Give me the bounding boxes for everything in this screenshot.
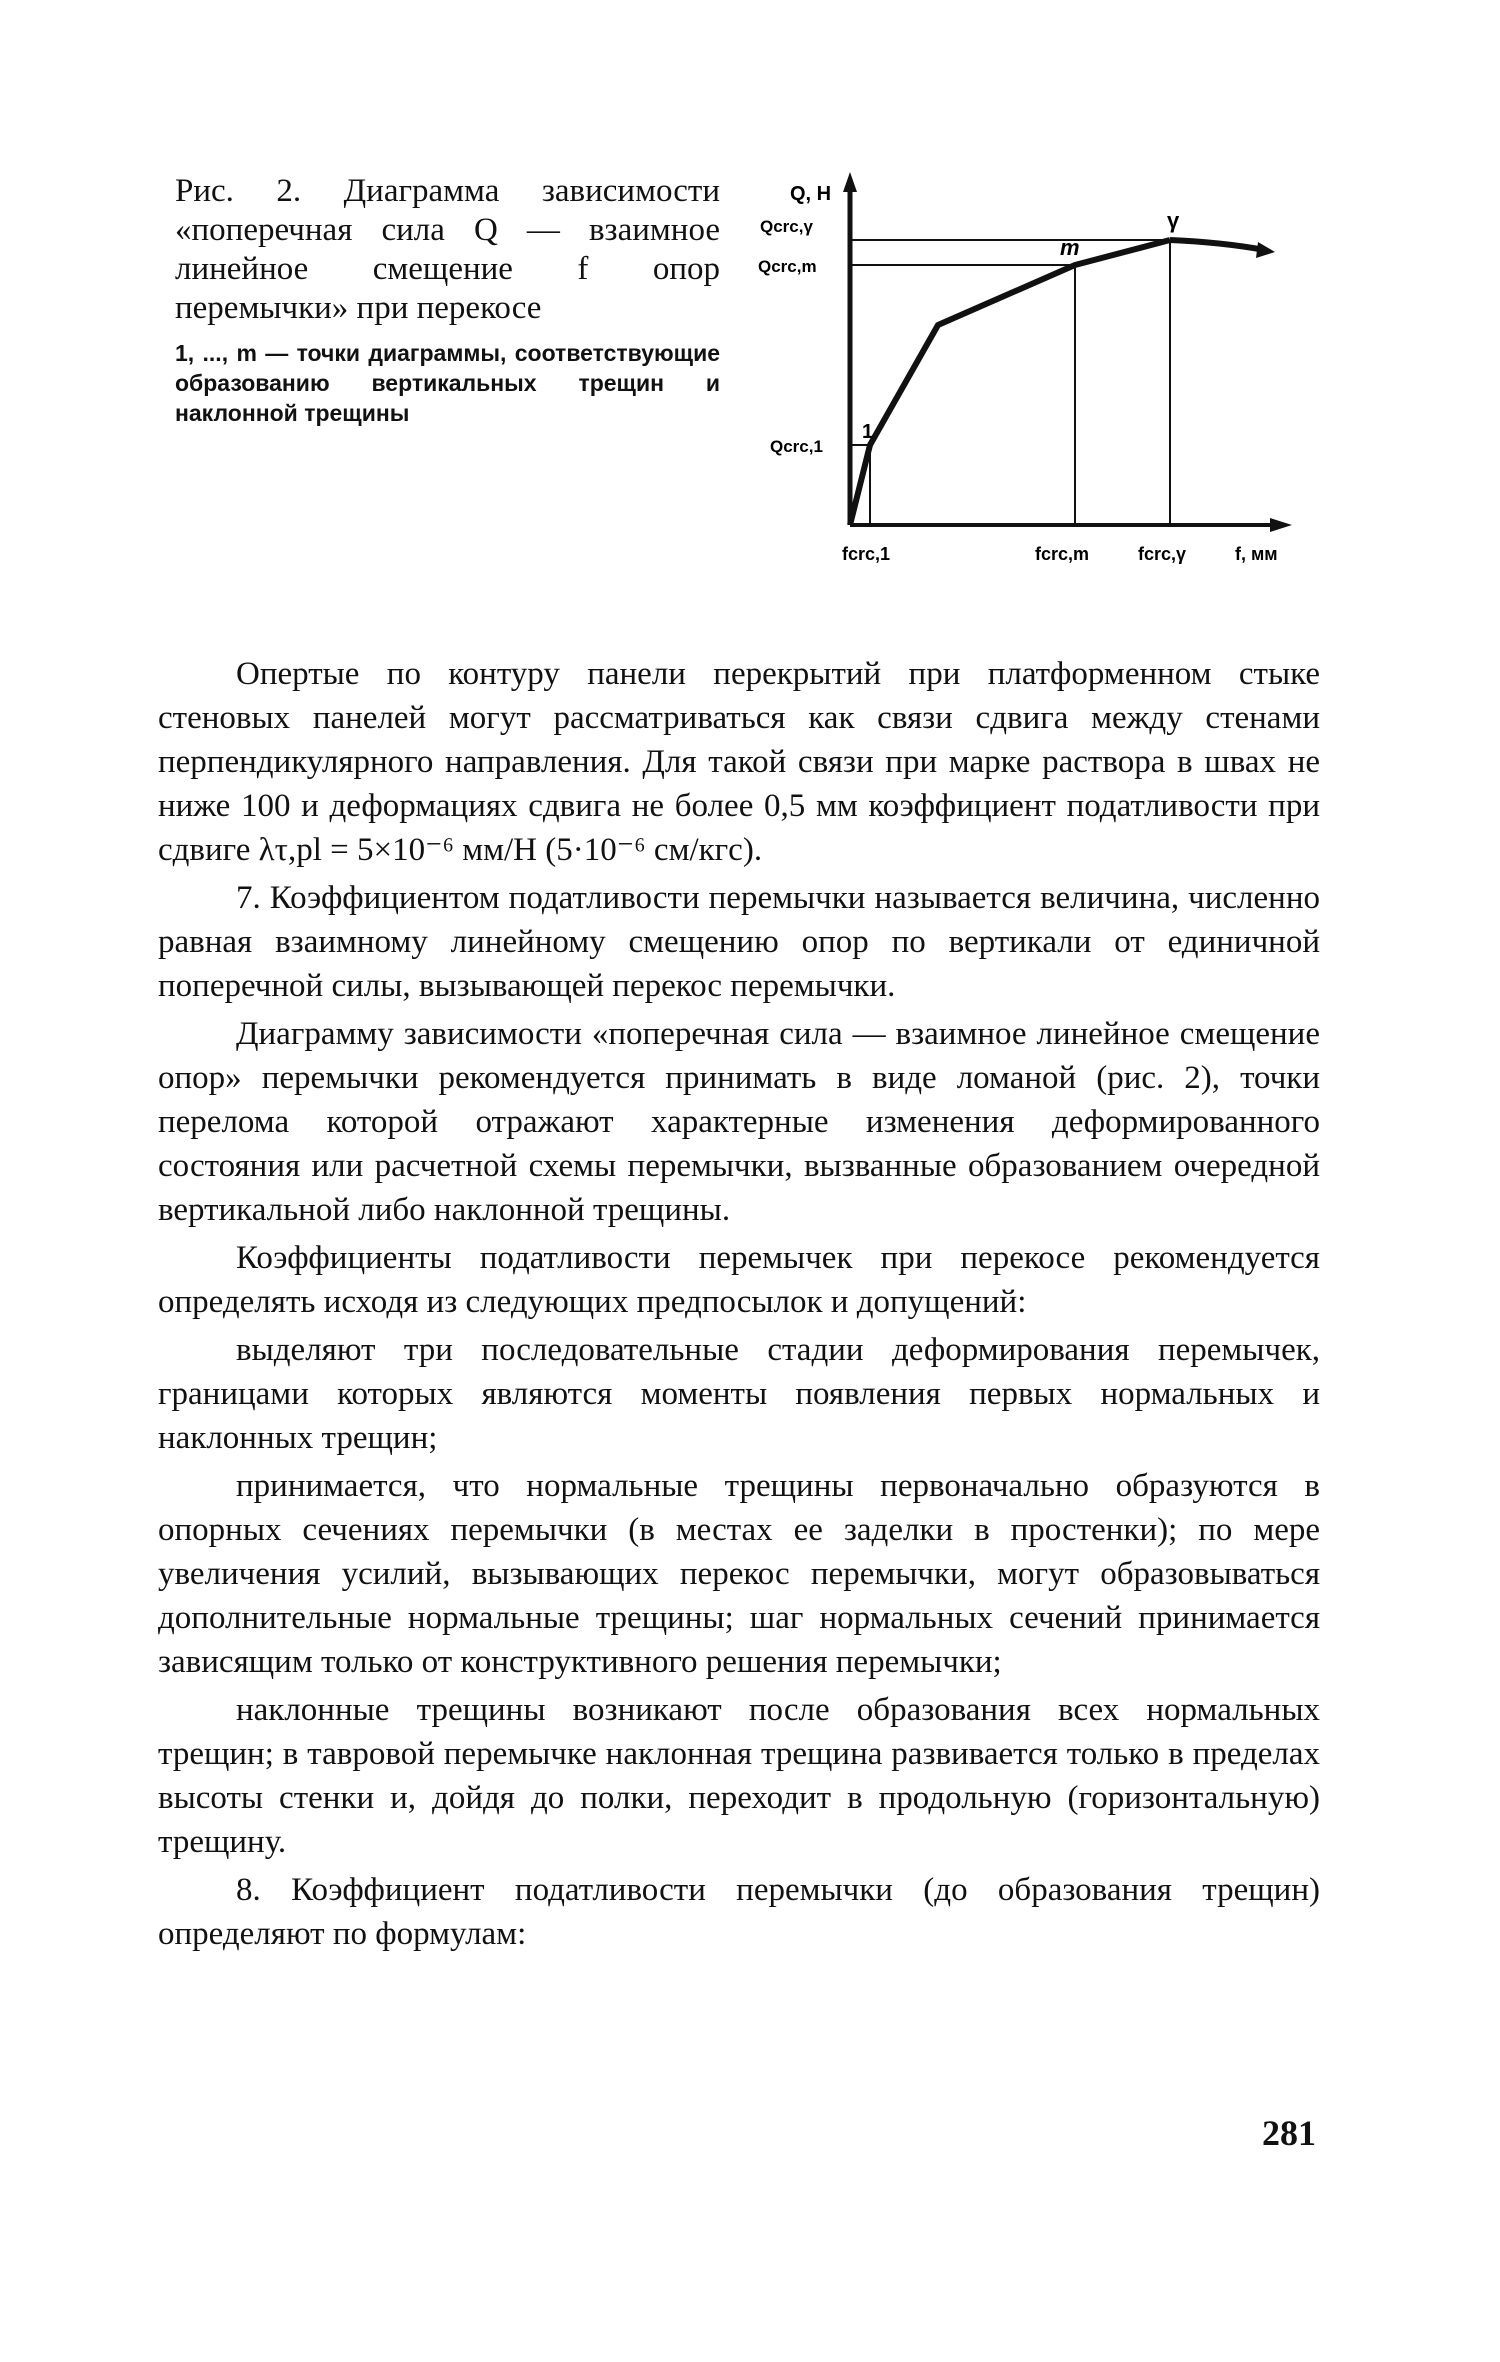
page-number: 281: [1262, 2113, 1316, 2153]
x-axis-arrow: [1270, 518, 1292, 532]
body-text: [158, 652, 1320, 1960]
paragraph-platform-joint: Опертые по контуру панели перекрытий при платформенном стыке стеновых панелей могут рассматриваться как связи сдвига между стенами перпендикулярного направления. Для такой связи при марке раствора в швах не ниже 100 и деформациях сдвига не более 0,5 мм коэффициент податливости при сдвиге λτ,pl = 5×10⁻⁶ мм/Н (5·10⁻⁶ см/кгс).: [158, 656, 1320, 868]
paragraph-inclined-cracks: наклонные трещины возникают после образования всех нормальных трещин; в тавровой перемычке наклонная трещина развивается только в пределах высоты стенки и, дойдя до полки, переходит в продольную (горизонтальную) трещину.: [158, 1692, 1320, 1860]
caption-legend: 1, ..., m — точки диаграммы, соответствующие образованию вертикальных трещин и наклонной трещины: [175, 340, 720, 426]
x-axis-label: f, мм: [1235, 544, 1278, 564]
paragraph-normal-cracks: принимается, что нормальные трещины первоначально образуются в опорных сечениях перемычки (в местах ее заделки в простенки); по мере увеличения усилий, вызывающих перекос перемычки, могут образовываться дополнительные нормальные трещины; шаг нормальных сечений принимается зависящим только от конструктивного решения перемычки;: [158, 1468, 1320, 1680]
x-tick-fcrc-m: fcrc,m: [1035, 544, 1090, 564]
y-tick-qcrc-1: Qcrc,1: [770, 437, 823, 456]
point-label-gamma: γ: [1167, 208, 1180, 233]
paragraph-item-7: 7. Коэффициентом податливости перемычки называется величина, численно равная взаимному линейному смещению опор по вертикали от единичной поперечной силы, вызывающей перекос перемычки.: [158, 880, 1320, 1004]
tail-arrow: [1256, 242, 1275, 258]
figure-caption: [175, 172, 720, 428]
paragraph-assumptions: Коэффициенты податливости перемычек при перекосе рекомендуется определять исходя из следующих предпосылок и допущений:: [158, 1240, 1320, 1320]
shear-displacement-diagram: [730, 170, 1320, 580]
paragraph-item-8: 8. Коэффициент податливости перемычки (до образования трещин) определяют по формулам:: [158, 1872, 1320, 1952]
diagram-svg: [730, 170, 1320, 580]
diagram-tail: [1170, 240, 1265, 250]
x-tick-fcrc-1: fcrc,1: [842, 544, 891, 564]
y-tick-qcrc-gamma: Qcrc,γ: [760, 217, 813, 236]
y-axis-arrow: [843, 172, 857, 192]
paragraph-diagram: Диаграмму зависимости «поперечная сила — взаимное линейное смещение опор» перемычки рекомендуется принимать в виде ломаной (рис. 2), точки перелома которой отражают характерные изменения деформированного состояния или расчетной схемы перемычки, вызванные образованием очередной вертикальной либо наклонной трещины.: [158, 1016, 1320, 1228]
y-axis-label: Q, Н: [790, 183, 832, 205]
point-label-1: 1: [862, 421, 874, 443]
caption-main: Рис. 2. Диаграмма зависимости «поперечная сила Q — взаимное линейное смещение f опор перемычки» при перекосе: [175, 173, 720, 326]
paragraph-stages: выделяют три последовательные стадии деформирования перемычек, границами которых являются моменты появления первых нормальных и наклонных трещин;: [158, 1332, 1320, 1456]
diagram-curve: [850, 240, 1170, 525]
x-tick-fcrc-gamma: fcrc,γ: [1138, 544, 1187, 564]
y-tick-qcrc-m: Qcrc,m: [758, 257, 817, 276]
point-label-m: m: [1060, 235, 1080, 260]
